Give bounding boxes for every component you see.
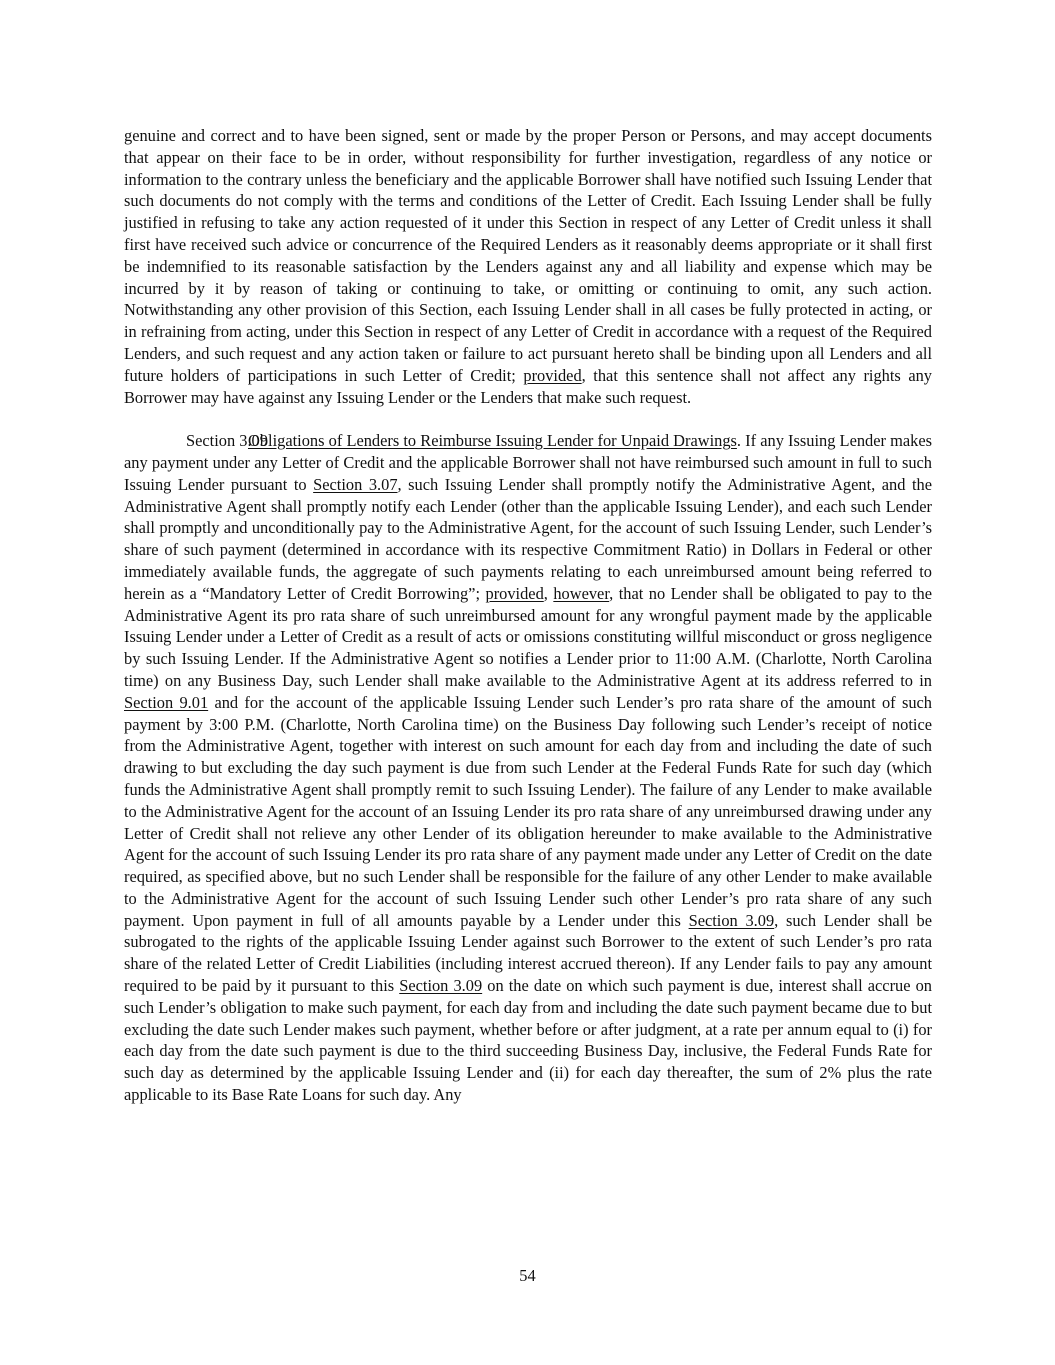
paragraph-text: , such Issuing Lender shall promptly notify the Administrative Agent, and the Administrative Agent shall promptly notify each Lender (other than the applicable Issuing Lender), and each such Lender shall promptly and unconditionally pay to the Administrative Agent, for the account of such Issuing Lender, such Lender’s share of such payment (determined in accordance with its respective Commitment Ratio) in Dollars in Federal or other immediately available funds, the aggregate of such payments relating to each unreimbursed amount being referred to herein as a “Mandatory Letter of Credit Borrowing”; bbox=[124, 474, 932, 603]
section-number: Section 3.09 bbox=[186, 431, 268, 451]
page-number: 54 bbox=[519, 1266, 536, 1285]
paragraph-text: , such Lender shall be subrogated to the rights of the applicable Issuing Lender against such Borrower to the extent of such Lender’s pro rata share of the related Letter of Credit Liabilities (including interest accrued thereon). If any Lender fails to pay any amount required to be paid by it pursuant to this bbox=[124, 910, 933, 996]
section-reference: Section 3.07 bbox=[313, 474, 398, 494]
paragraph-text: , that this sentence shall not affect any rights any Borrower may have against any Issuing Lender or the Lenders that make such request. bbox=[124, 365, 932, 407]
provided-term: provided bbox=[485, 583, 544, 603]
provided-term: provided bbox=[523, 365, 582, 385]
paragraph-text: genuine and correct and to have been signed, sent or made by the proper Person or Persons, and may accept documents that appear on their face to be in order, without responsibility for further investigation, regardless of any notice or information to the contrary unless the beneficiary and the applicable Borrower shall have notified such Issuing Lender that such documents do not comply with the terms and conditions of the Letter of Credit. Each Issuing Lender shall be fully justified in refusing to take any action requested of it under this Section in respect of any Letter of Credit unless it shall first have received such advice or concurrence of the Required Lenders as it reasonably deems appropriate or it shall first be indemnified to its reasonable satisfaction by the Lenders against any and all liability and expense which may be incurred by it by reason of taking or continuing to take, or omitting or continuing to omit, any such action. Notwithstanding any other provision of this Section, each Issuing Lender shall in all cases be fully protected in acting, or in refraining from acting, under this Section in respect of any Letter of Credit in accordance with a request of the Required Lenders, and such request and any action taken or failure to act pursuant hereto shall be binding upon all Lenders and all future holders of participations in such Letter of Credit; bbox=[124, 126, 932, 385]
section-3-09-paragraph bbox=[124, 430, 932, 1106]
section-reference: Section 9.01 bbox=[124, 692, 209, 712]
paragraph-text: and for the account of the applicable Issuing Lender such Lender’s pro rata share of the amount of such payment by 3:00 P.M. (Charlotte, North Carolina time) on the Business Day following such Lender’s receipt of notice from the Administrative Agent, together with interest on such amount for each day from and including the date of such drawing to but excluding the day such payment is due from such Lender at the Federal Funds Rate for such day (which funds the Administrative Agent shall promptly remit to such Issuing Lender). The failure of any Lender to make available to the Administrative Agent for the account of an Issuing Lender its pro rata share of any unreimbursed drawing under any Letter of Credit shall not relieve any other Lender of its obligation hereunder to make available to the Administrative Agent for the account of such Issuing Lender its pro rata share of any payment made under any Letter of Credit on the date required, as specified above, but no such Lender shall be responsible for the failure of any other Lender to make available to the Administrative Agent for the account of such Issuing Lender such other Lender’s pro rata share of any such payment. Upon payment in full of all amounts payable by a Lender under this bbox=[124, 692, 932, 930]
section-reference: Section 3.09 bbox=[399, 976, 483, 996]
paragraph-text: . If any Issuing Lender makes any payment under any Letter of Credit and the applicable Borrower shall not have reimbursed such amount in full to such Issuing Lender pursuant to bbox=[124, 431, 932, 494]
section-heading: Obligations of Lenders to Reimburse Issuing Lender for Unpaid Drawings bbox=[248, 431, 737, 451]
paragraph-continuation bbox=[124, 125, 932, 408]
document-page bbox=[124, 125, 932, 1106]
paragraph-text: on the date on which such payment is due, interest shall accrue on such Lender’s obligation to make such payment, for each day from and including the date such payment became due to but excluding the date such Lender makes such payment, whether before or after judgment, at a rate per annum equal to (i) for each day from the date such payment is due to the third succeeding Business Day, inclusive, the Federal Funds Rate for such day as determined by the applicable Issuing Lender and (ii) for each day thereafter, the sum of 2% plus the rate applicable to its Base Rate Loans for such day. Any bbox=[124, 976, 932, 1105]
however-term: however bbox=[553, 583, 610, 603]
section-reference: Section 3.09 bbox=[688, 910, 775, 930]
paragraph-text: , that no Lender shall be obligated to pay to the Administrative Agent its pro rata share of such unreimbursed amount for any wrongful payment made by the applicable Issuing Lender under a Letter of Credit as a result of acts or omissions constituting willful misconduct or gross negligence by such Issuing Lender. If the Administrative Agent so notifies a Lender prior to 11:00 A.M. (Charlotte, North Carolina time) on any Business Day, such Lender shall make available to the Administrative Agent at its address referred to in bbox=[124, 583, 932, 690]
paragraph-text: , bbox=[543, 583, 554, 603]
